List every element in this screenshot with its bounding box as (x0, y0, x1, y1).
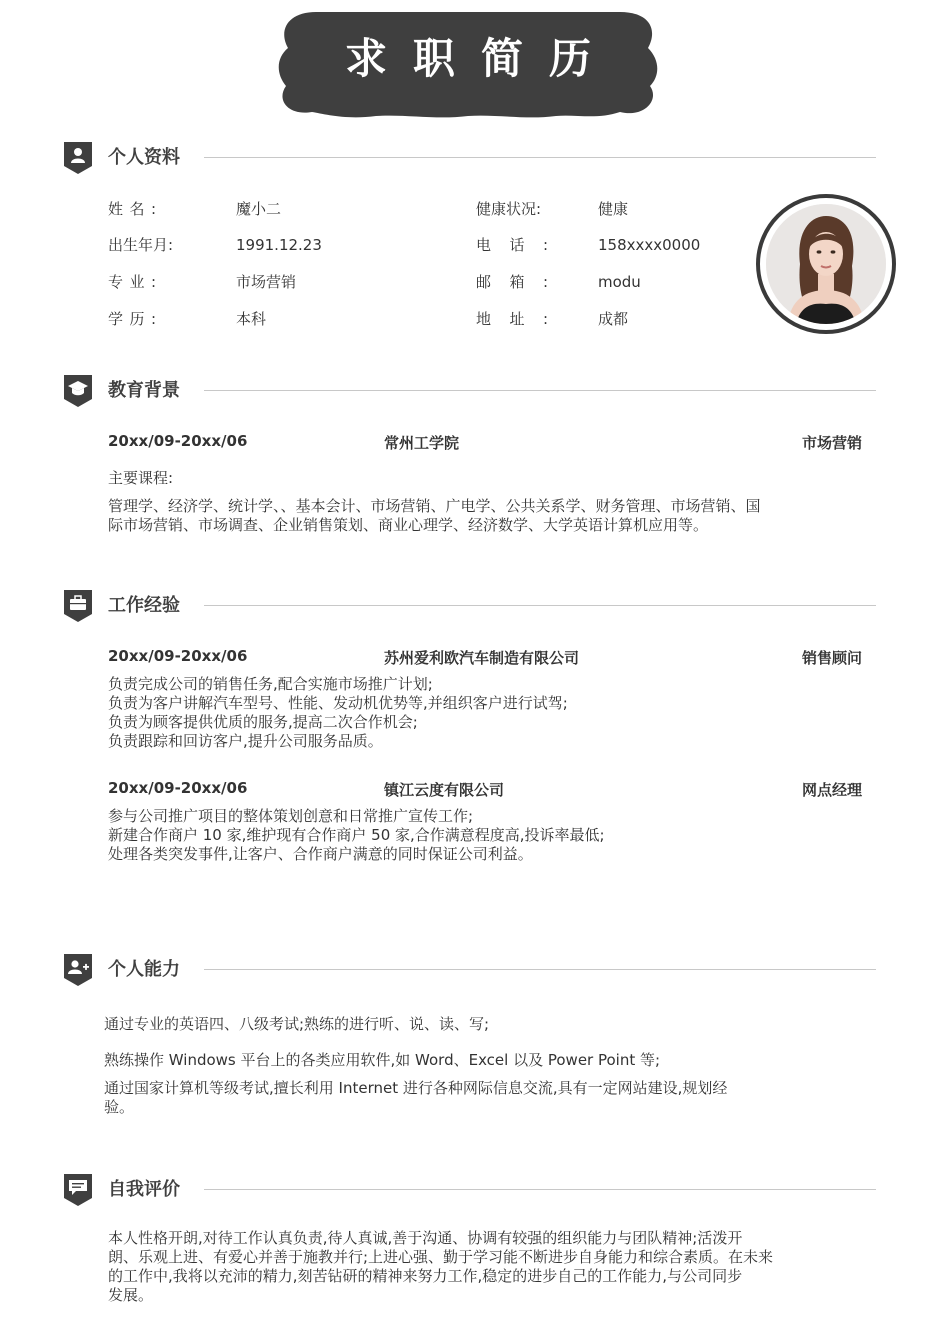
work-duty: 参与公司推广项目的整体策划创意和日常推广宣传工作; (108, 807, 474, 825)
courses-label: 主要课程: (108, 469, 174, 487)
work-duty: 负责为顾客提供优质的服务,提高二次合作机会; (108, 713, 418, 731)
section-title-work: 工作经验 (108, 595, 180, 616)
user-icon (64, 142, 92, 174)
ability-item (104, 1079, 860, 1117)
self-line: 的工作中,我将以充沛的精力,刻苦钻研的精神来努力工作,稳定的进步自己的工作能力,与公司同步 (108, 1267, 743, 1285)
email-value: modu (598, 273, 641, 291)
work-period: 20xx/09-20xx/06 (108, 779, 248, 797)
section-divider (204, 969, 876, 970)
name-value: 魔小二 (236, 200, 282, 218)
section-title-self: 自我评价 (108, 1179, 180, 1200)
phone-value: 158xxxx0000 (598, 236, 701, 254)
ability-line: 熟练操作 Windows 平台上的各类应用软件,如 Word、Excel 以及 Power Point 等; (104, 1051, 661, 1069)
courses-line: 际市场营销、市场调查、企业销售策划、商业心理学、经济数学、大学英语计算机应用等。 (108, 516, 709, 534)
section-divider (204, 390, 876, 391)
work-duty: 新建合作商户 10 家,维护现有合作商户 50 家,合作满意程度高,投诉率最低; (108, 826, 605, 844)
avatar (766, 204, 886, 324)
courses-line: 管理学、经济学、统计学、、基本会计、市场营销、广电学、公共关系学、财务管理、市场营销、国 (108, 497, 761, 515)
education-row (108, 432, 862, 454)
self-line: 发展。 (108, 1286, 154, 1304)
briefcase-icon (64, 590, 92, 622)
ability-item (104, 1051, 860, 1070)
ability-line: 通过国家计算机等级考试,擅长利用 Internet 进行各种网际信息交流,具有一定网站建设,规划经 (104, 1079, 728, 1097)
user-plus-icon (64, 954, 92, 986)
comment-icon (64, 1174, 92, 1206)
work-duties (108, 675, 864, 751)
section-education (64, 375, 876, 409)
section-divider (204, 1189, 876, 1190)
ability-line: 通过专业的英语四、八级考试;熟练的进行听、说、读、写; (104, 1015, 490, 1033)
phone-label: 电话: (476, 236, 548, 254)
avatar-portrait (766, 204, 886, 324)
education-major: 市场营销 (801, 434, 862, 452)
work-duty: 处理各类突发事件,让客户、合作商户满意的同时保证公司利益。 (108, 845, 533, 863)
address-value: 成都 (598, 310, 629, 328)
section-personal (64, 142, 876, 176)
health-label: 健康状况: (476, 200, 542, 218)
work-company: 镇江云度有限公司 (384, 781, 505, 799)
section-divider (204, 157, 876, 158)
work-duty: 负责为客户讲解汽车型号、性能、发动机优势等,并组织客户进行试驾; (108, 694, 568, 712)
education-courses (108, 469, 864, 488)
section-work (64, 590, 876, 624)
section-title-education: 教育背景 (108, 380, 180, 401)
page-title: 求职简历 (344, 34, 617, 83)
work-position: 销售顾问 (801, 649, 862, 667)
address-label: 地址: (476, 310, 548, 328)
birth-value: 1991.12.23 (236, 236, 322, 254)
section-title-ability: 个人能力 (108, 959, 180, 980)
graduation-cap-icon (64, 375, 92, 407)
work-company: 苏州爱利欧汽车制造有限公司 (384, 649, 580, 667)
work-row (108, 779, 862, 801)
major-value: 市场营销 (236, 273, 297, 291)
work-period: 20xx/09-20xx/06 (108, 647, 248, 665)
birth-label: 出生年月: (108, 236, 174, 254)
ability-line: 验。 (104, 1098, 135, 1116)
education-courses-list (108, 497, 864, 535)
education-school: 常州工学院 (384, 434, 460, 452)
work-row (108, 647, 862, 669)
section-title-personal: 个人资料 (108, 147, 180, 168)
self-evaluation (108, 1229, 864, 1305)
work-position: 网点经理 (801, 781, 862, 799)
section-self (64, 1174, 876, 1208)
degree-label: 学历: (108, 310, 156, 328)
education-period: 20xx/09-20xx/06 (108, 432, 248, 450)
major-label: 专业: (108, 273, 156, 291)
section-ability (64, 954, 876, 988)
work-duty: 负责跟踪和回访客户,提升公司服务品质。 (108, 732, 383, 750)
name-label: 姓名: (108, 200, 156, 218)
ability-item (104, 1015, 860, 1034)
work-duties (108, 807, 864, 864)
health-value: 健康 (598, 200, 629, 218)
self-line: 本人性格开朗,对待工作认真负责,待人真诚,善于沟通、协调有较强的组织能力与团队精神;活泼开 (108, 1229, 743, 1247)
section-divider (204, 605, 876, 606)
degree-value: 本科 (236, 310, 267, 328)
self-line: 朗、乐观上进、有爱心并善于施教并行;上进心强、勤于学习能不断进步自身能力和综合素质。在未来 (108, 1248, 774, 1266)
work-duty: 负责完成公司的销售任务,配合实施市场推广计划; (108, 675, 433, 693)
email-label: 邮箱: (476, 273, 548, 291)
